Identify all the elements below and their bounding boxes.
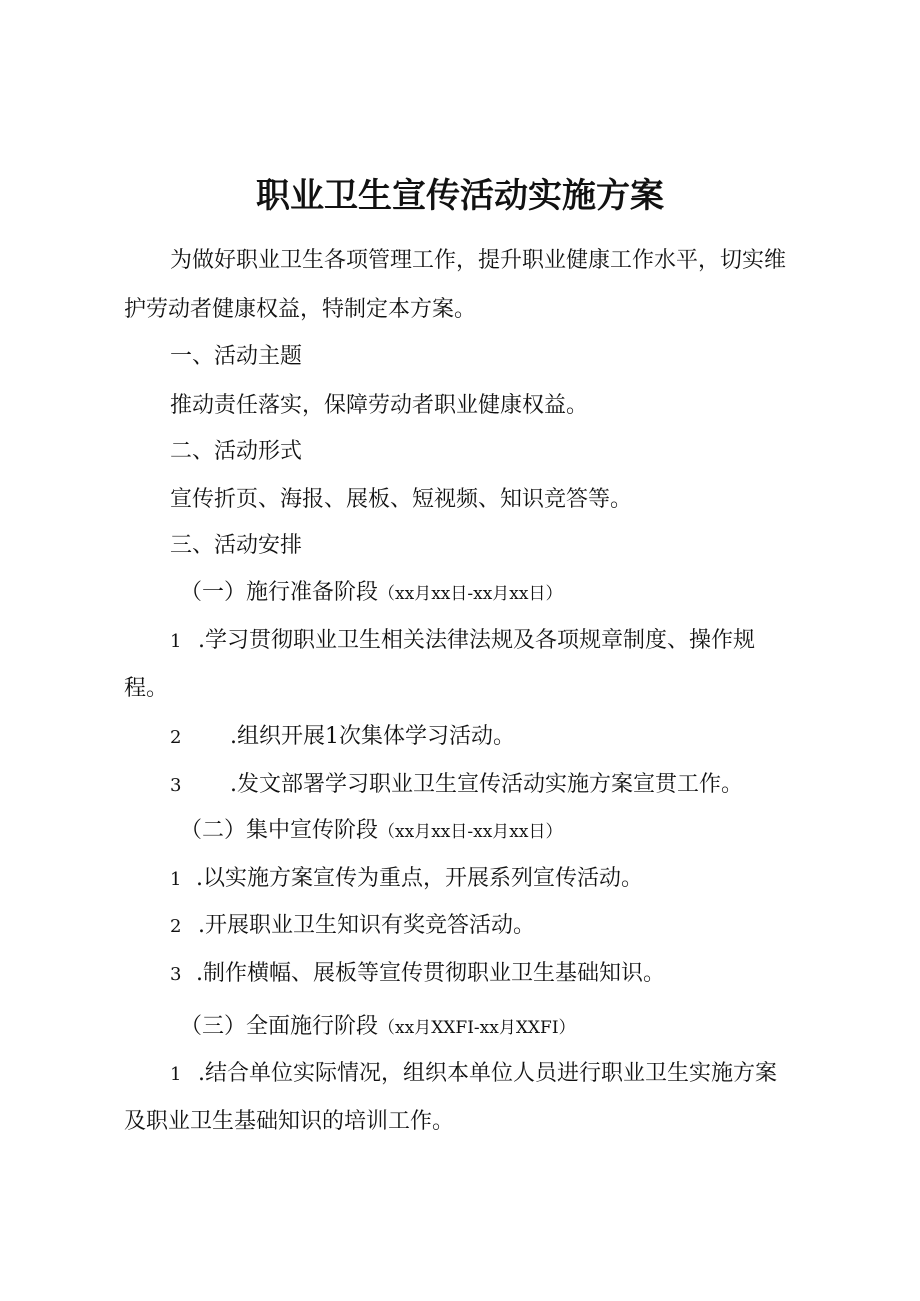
item-text: .结合单位实际情况，组织本单位人员进行职业卫生实施方案 [198, 1061, 777, 1086]
item-number: 3 [170, 775, 182, 796]
phase1-label: （一）施行准备阶段 [180, 580, 379, 605]
phase2-item-2 [170, 911, 535, 942]
intro-line-2: 护劳动者健康权益，特制定本方案。 [124, 297, 477, 322]
phase3-item-1-cont: 及职业卫生基础知识的培训工作。 [124, 1109, 455, 1134]
item-number: 1 [170, 869, 182, 890]
phase2-item-1 [170, 864, 643, 895]
phase2-item-3 [170, 959, 665, 990]
item-text: .以实施方案宣传为重点，开展系列宣传活动。 [196, 866, 643, 891]
phase1-item-3 [170, 770, 743, 801]
phase1-dates: （xx月xx日-xx月xx日） [378, 584, 563, 604]
item-text: .组织开展1次集体学习活动。 [230, 724, 515, 749]
item-text: .制作横幅、展板等宣传贯彻职业卫生基础知识。 [196, 961, 665, 986]
section2-heading: 二、活动形式 [170, 439, 303, 464]
item-number: 2 [170, 727, 182, 748]
item-number: 1 [170, 631, 182, 652]
phase3-heading [180, 1012, 576, 1043]
section3-heading: 三、活动安排 [170, 533, 303, 558]
phase2-dates: （xx月xx日-xx月xx日） [378, 822, 563, 842]
phase1-item-1 [170, 626, 755, 657]
phase1-heading [180, 578, 562, 609]
phase3-label: （三）全面施行阶段 [180, 1014, 379, 1039]
item-number: 1 [170, 1064, 182, 1085]
item-number: 2 [170, 916, 182, 937]
phase1-item-1-cont: 程。 [124, 676, 169, 701]
phase1-item-2 [170, 722, 515, 753]
item-number: 3 [170, 964, 182, 985]
item-text: .开展职业卫生知识有奖竞答活动。 [198, 913, 535, 938]
intro-line-1: 为做好职业卫生各项管理工作，提升职业健康工作水平，切实维 [170, 248, 787, 273]
document-title: 职业卫生宣传活动实施方案 [256, 176, 664, 216]
phase3-item-1 [170, 1059, 777, 1090]
section2-body: 宣传折页、海报、展板、短视频、知识竞答等。 [170, 487, 633, 512]
phase2-label: （二）集中宣传阶段 [180, 818, 379, 843]
item-text: .学习贯彻职业卫生相关法律法规及各项规章制度、操作规 [198, 628, 755, 653]
section1-heading: 一、活动主题 [170, 344, 303, 369]
section1-body: 推动责任落实，保障劳动者职业健康权益。 [170, 393, 589, 418]
phase3-dates: （xx月XXFI-xx月XXFI） [378, 1018, 576, 1038]
item-text: .发文部署学习职业卫生宣传活动实施方案宣贯工作。 [230, 772, 743, 797]
phase2-heading [180, 816, 562, 847]
